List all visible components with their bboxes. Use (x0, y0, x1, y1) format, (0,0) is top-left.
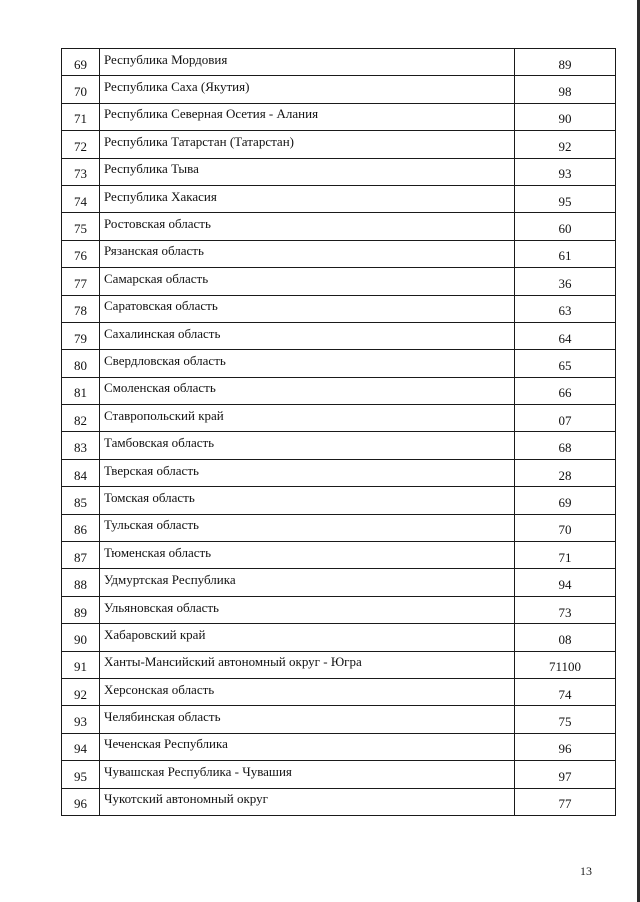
region-name: Тюменская область (104, 544, 212, 560)
region-name: Республика Мордовия (104, 51, 228, 67)
region-code: 75 (558, 714, 572, 730)
region-code-cell (515, 131, 616, 158)
region-name: Саратовская область (104, 298, 218, 314)
region-name-cell (100, 185, 515, 212)
table-row (62, 103, 616, 130)
region-name-cell (100, 377, 515, 404)
region-name: Республика Татарстан (Татарстан) (104, 133, 294, 149)
region-code: 71 (558, 549, 572, 565)
table-row (62, 487, 616, 514)
region-code: 28 (558, 467, 572, 483)
row-number-cell (62, 487, 100, 514)
table-row (62, 322, 616, 349)
row-number: 94 (74, 741, 87, 757)
row-number-cell (62, 322, 100, 349)
table-row (62, 788, 616, 815)
region-name-cell (100, 514, 515, 541)
page-number: 13 (580, 864, 592, 878)
region-name: Томская область (104, 489, 195, 505)
region-name: Ханты-Мансийский автономный округ - Югра (104, 654, 362, 670)
table-row (62, 596, 616, 623)
region-code-cell (515, 706, 616, 733)
region-name-cell (100, 131, 515, 158)
region-code-cell (515, 761, 616, 788)
region-code: 98 (558, 84, 572, 100)
region-code: 93 (558, 166, 572, 182)
region-code: 77 (558, 796, 572, 812)
region-code-cell (515, 487, 616, 514)
region-name-cell (100, 706, 515, 733)
table-row (62, 158, 616, 185)
region-name: Чеченская Республика (104, 736, 228, 752)
row-number: 95 (74, 768, 87, 784)
row-number-cell (62, 240, 100, 267)
row-number: 75 (74, 221, 87, 237)
region-name-cell (100, 569, 515, 596)
regions-table (61, 48, 616, 816)
region-name: Свердловская область (104, 352, 226, 368)
region-name: Тамбовская область (104, 435, 215, 451)
table-row (62, 213, 616, 240)
row-number: 69 (74, 56, 87, 72)
row-number: 96 (74, 796, 87, 812)
region-code-cell (515, 733, 616, 760)
region-code-cell (515, 542, 616, 569)
table-row (62, 761, 616, 788)
region-code-cell (515, 788, 616, 815)
row-number: 72 (74, 138, 87, 154)
region-code-cell (515, 213, 616, 240)
region-code: 71100 (548, 659, 582, 675)
row-number-cell (62, 432, 100, 459)
table-row (62, 624, 616, 651)
row-number: 88 (74, 577, 87, 593)
table-row (62, 542, 616, 569)
row-number-cell (62, 350, 100, 377)
row-number: 82 (74, 412, 87, 428)
region-code-cell (515, 596, 616, 623)
region-code: 97 (558, 768, 572, 784)
region-code-cell (515, 432, 616, 459)
row-number-cell (62, 459, 100, 486)
row-number: 74 (74, 193, 87, 209)
region-code-cell (515, 158, 616, 185)
row-number-cell (62, 733, 100, 760)
region-name-cell (100, 432, 515, 459)
region-code: 74 (558, 686, 572, 702)
region-name-cell (100, 651, 515, 678)
region-name-cell (100, 542, 515, 569)
regions-table-body (62, 49, 616, 816)
row-number: 87 (74, 549, 87, 565)
region-name-cell (100, 733, 515, 760)
region-name: Чукотский автономный округ (104, 791, 268, 807)
row-number: 70 (74, 84, 87, 100)
table-row (62, 377, 616, 404)
row-number-cell (62, 596, 100, 623)
region-code-cell (515, 49, 616, 76)
region-name-cell (100, 295, 515, 322)
region-code-cell (515, 651, 616, 678)
region-name-cell (100, 624, 515, 651)
region-code-cell (515, 103, 616, 130)
region-name: Республика Тыва (104, 161, 199, 177)
table-row (62, 185, 616, 212)
region-name-cell (100, 487, 515, 514)
region-code: 07 (558, 412, 572, 428)
region-code-cell (515, 185, 616, 212)
region-name-cell (100, 240, 515, 267)
region-code: 89 (558, 56, 572, 72)
row-number-cell (62, 624, 100, 651)
table-row (62, 459, 616, 486)
region-name-cell (100, 322, 515, 349)
region-code: 68 (558, 440, 572, 456)
region-code: 65 (558, 357, 572, 373)
region-name: Херсонская область (104, 681, 215, 697)
row-number: 85 (74, 494, 87, 510)
region-code: 66 (558, 385, 572, 401)
region-code: 60 (558, 221, 572, 237)
region-code-cell (515, 678, 616, 705)
row-number: 84 (74, 467, 87, 483)
region-code: 63 (558, 303, 572, 319)
region-code-cell (515, 377, 616, 404)
table-row (62, 268, 616, 295)
region-name-cell (100, 268, 515, 295)
region-name-cell (100, 76, 515, 103)
row-number-cell (62, 295, 100, 322)
row-number-cell (62, 158, 100, 185)
region-name-cell (100, 678, 515, 705)
row-number: 92 (74, 686, 87, 702)
region-name: Удмуртская Республика (104, 572, 236, 588)
table-row (62, 405, 616, 432)
row-number-cell (62, 213, 100, 240)
region-name: Рязанская область (104, 243, 204, 259)
region-code-cell (515, 295, 616, 322)
region-name-cell (100, 158, 515, 185)
table-row (62, 514, 616, 541)
table-row (62, 569, 616, 596)
region-name: Самарская область (104, 270, 209, 286)
row-number: 73 (74, 166, 87, 182)
region-code-cell (515, 569, 616, 596)
region-name: Чувашская Республика - Чувашия (104, 763, 292, 779)
region-code-cell (515, 350, 616, 377)
region-code: 36 (558, 275, 572, 291)
region-name: Ульяновская область (104, 599, 219, 615)
row-number-cell (62, 49, 100, 76)
row-number: 77 (74, 275, 87, 291)
row-number: 91 (74, 659, 87, 675)
table-row (62, 49, 616, 76)
row-number: 76 (74, 248, 87, 264)
table-row (62, 733, 616, 760)
row-number-cell (62, 761, 100, 788)
row-number: 79 (74, 330, 87, 346)
region-code-cell (515, 240, 616, 267)
row-number: 80 (74, 357, 87, 373)
table-row (62, 432, 616, 459)
row-number-cell (62, 268, 100, 295)
row-number: 90 (74, 631, 87, 647)
region-name-cell (100, 761, 515, 788)
region-code-cell (515, 514, 616, 541)
region-code-cell (515, 322, 616, 349)
row-number-cell (62, 514, 100, 541)
row-number: 86 (74, 522, 87, 538)
row-number: 71 (74, 111, 87, 127)
region-name: Тверская область (104, 462, 199, 478)
row-number-cell (62, 678, 100, 705)
row-number-cell (62, 76, 100, 103)
region-code-cell (515, 76, 616, 103)
row-number-cell (62, 788, 100, 815)
row-number-cell (62, 542, 100, 569)
region-name-cell (100, 459, 515, 486)
row-number: 83 (74, 440, 87, 456)
row-number-cell (62, 651, 100, 678)
row-number-cell (62, 569, 100, 596)
region-name-cell (100, 350, 515, 377)
table-row (62, 350, 616, 377)
table-row (62, 706, 616, 733)
row-number-cell (62, 405, 100, 432)
row-number-cell (62, 706, 100, 733)
region-name: Ростовская область (104, 216, 211, 232)
region-name-cell (100, 596, 515, 623)
table-row (62, 76, 616, 103)
region-code: 90 (558, 111, 572, 127)
region-code: 94 (558, 577, 572, 593)
row-number-cell (62, 103, 100, 130)
region-code: 61 (558, 248, 572, 264)
region-name: Сахалинская область (104, 325, 221, 341)
table-row (62, 295, 616, 322)
region-name-cell (100, 213, 515, 240)
table-row (62, 651, 616, 678)
region-name-cell (100, 103, 515, 130)
region-name-cell (100, 405, 515, 432)
region-code: 69 (558, 494, 572, 510)
region-name: Хабаровский край (104, 626, 206, 642)
region-name: Тульская область (104, 517, 199, 533)
row-number-cell (62, 185, 100, 212)
region-code-cell (515, 459, 616, 486)
region-code: 92 (558, 138, 572, 154)
row-number-cell (62, 377, 100, 404)
region-name: Смоленская область (104, 380, 216, 396)
region-code: 08 (558, 631, 572, 647)
region-code: 96 (558, 741, 572, 757)
region-code: 64 (558, 330, 572, 346)
region-name-cell (100, 49, 515, 76)
region-name: Челябинская область (104, 709, 221, 725)
region-code: 70 (558, 522, 572, 538)
region-name: Республика Хакасия (104, 188, 217, 204)
region-name: Республика Северная Осетия - Алания (104, 106, 319, 122)
region-name-cell (100, 788, 515, 815)
table-row (62, 240, 616, 267)
row-number: 89 (74, 604, 87, 620)
row-number: 78 (74, 303, 87, 319)
table-row (62, 678, 616, 705)
region-code: 95 (558, 193, 572, 209)
region-name: Ставропольский край (104, 407, 224, 423)
row-number: 93 (74, 714, 87, 730)
row-number-cell (62, 131, 100, 158)
region-name: Республика Саха (Якутия) (104, 79, 250, 95)
region-code-cell (515, 405, 616, 432)
region-code: 73 (558, 604, 572, 620)
region-code-cell (515, 268, 616, 295)
row-number: 81 (74, 385, 87, 401)
region-code-cell (515, 624, 616, 651)
table-row (62, 131, 616, 158)
